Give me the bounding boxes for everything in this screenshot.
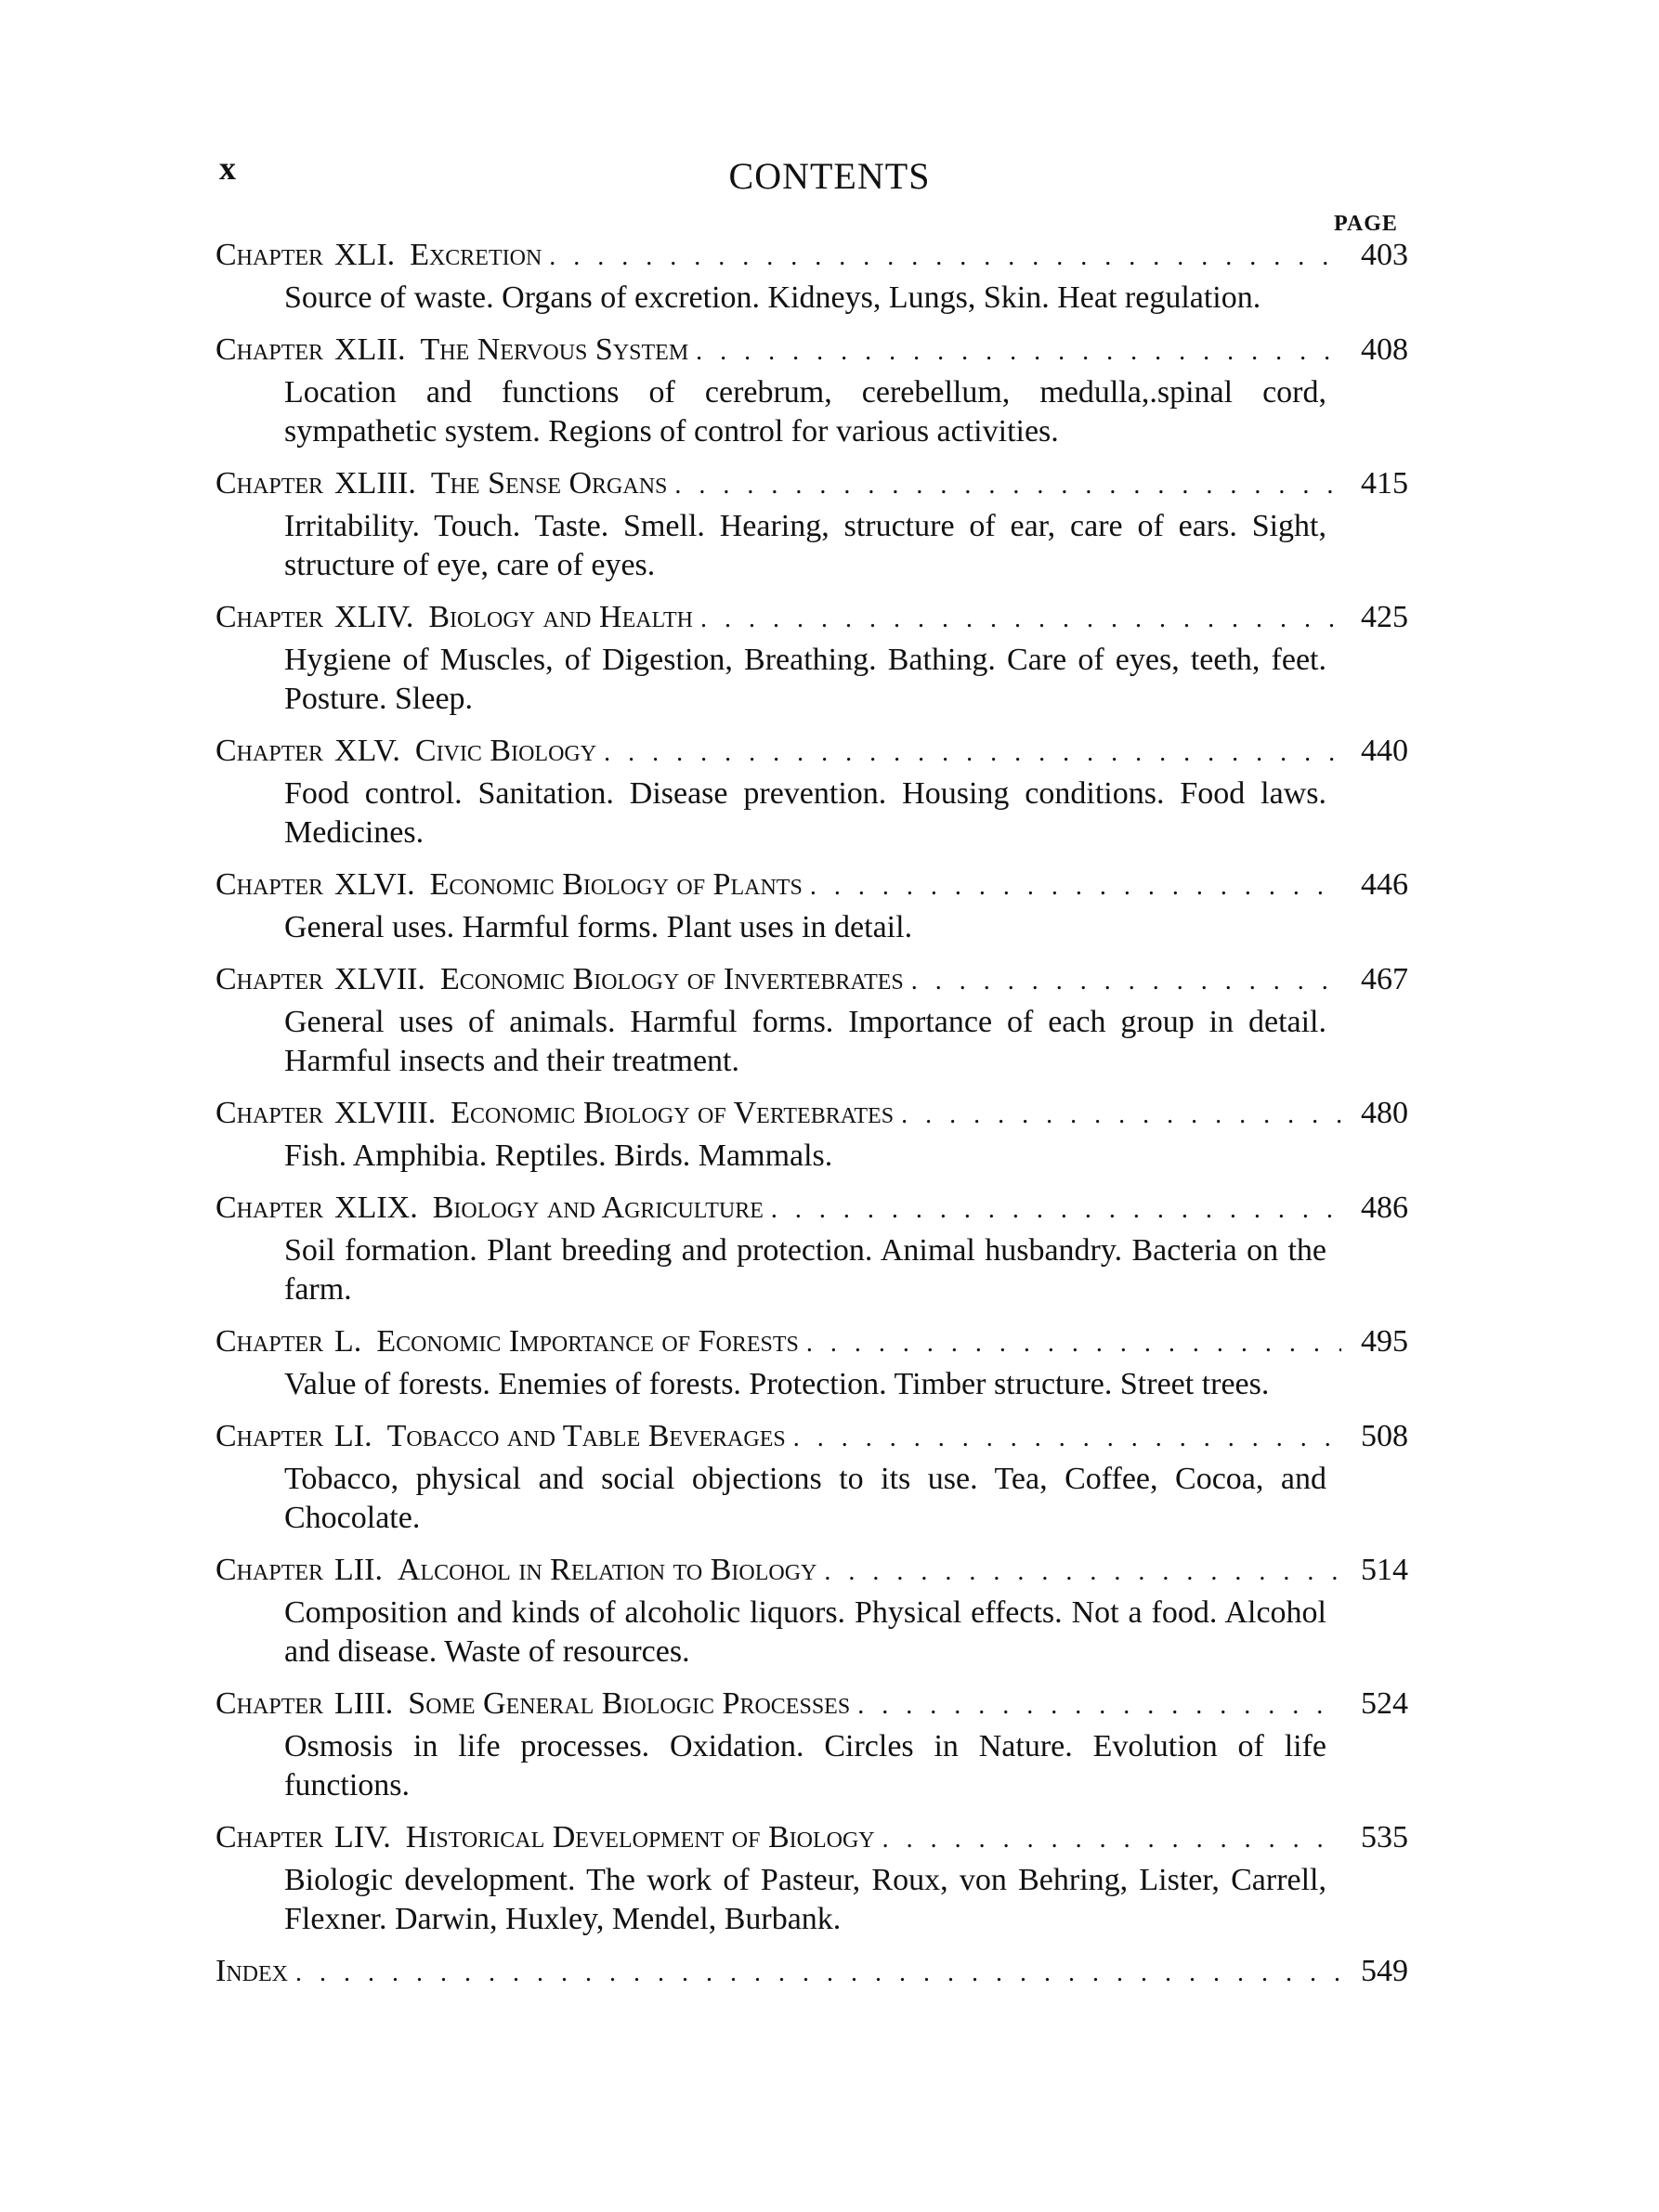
dot-leader (549, 238, 1341, 277)
chapter-title: Biology and Agriculture (432, 1191, 764, 1225)
toc-entry (216, 1094, 1408, 1176)
page-column-label: PAGE (1334, 212, 1398, 236)
chapter-summary: Irritability. Touch. Taste. Smell. Hearing, structure of ear, care of ears. Sight, structure of eye, care of eyes. (284, 509, 1326, 582)
chapter-number: XLVIII. (334, 1096, 437, 1130)
chapter-number: L. (334, 1324, 362, 1359)
chapter-page: 486 (1361, 1191, 1408, 1225)
toc-entry (216, 1322, 1408, 1404)
chapter-line (216, 598, 1408, 639)
chapter-page: 440 (1361, 734, 1408, 768)
chapter-number: XLIII. (334, 466, 416, 501)
chapter-label: Chapter (216, 962, 324, 996)
chapter-line (216, 732, 1408, 773)
chapter-summary: Composition and kinds of alcoholic liquors. Physical effects. Not a food. Alcohol and disease. Waste of resources. (284, 1595, 1326, 1669)
chapter-page: 480 (1361, 1096, 1408, 1130)
chapter-summary: Location and functions of cerebrum, cerebellum, medulla,.spinal cord, sympathetic system. Regions of control for various activities. (284, 375, 1326, 449)
chapter-line (216, 1551, 1408, 1592)
chapter-number: XLIV. (334, 600, 414, 634)
chapter-line (216, 464, 1408, 505)
dot-leader (901, 1096, 1341, 1135)
dot-leader (857, 1686, 1341, 1725)
dot-leader (700, 600, 1341, 639)
chapter-title: The Nervous System (420, 332, 689, 367)
toc-entry (216, 1818, 1408, 1939)
chapter-page: 408 (1361, 332, 1408, 367)
chapter-line (216, 865, 1408, 906)
chapter-summary: Fish. Amphibia. Reptiles. Birds. Mammals. (284, 1139, 833, 1173)
chapter-number: LIV. (334, 1820, 391, 1854)
dot-leader (806, 1324, 1341, 1363)
chapter-summary: General uses. Harmful forms. Plant uses in detail. (284, 910, 913, 944)
chapter-number: LIII. (334, 1686, 394, 1721)
dot-leader (604, 734, 1341, 773)
chapter-summary: General uses of animals. Harmful forms. Importance of each group in detail. Harmful insects and their treatment. (284, 1005, 1326, 1078)
toc-entry-index (216, 1952, 1408, 1993)
dot-leader (674, 466, 1341, 505)
chapter-line (216, 1818, 1408, 1859)
chapter-summary: Food control. Sanitation. Disease prevention. Housing conditions. Food laws. Medicines. (284, 776, 1326, 850)
chapter-label: Chapter (216, 1686, 324, 1721)
chapter-summary: Hygiene of Muscles, of Digestion, Breathing. Bathing. Care of eyes, teeth, feet. Posture. Sleep. (284, 643, 1326, 716)
chapter-label: Chapter (216, 1096, 324, 1130)
chapter-page: 508 (1361, 1419, 1408, 1453)
toc-entry (216, 1685, 1408, 1805)
chapter-page: 403 (1361, 238, 1408, 272)
chapter-summary: Source of waste. Organs of excretion. Kidneys, Lungs, Skin. Heat regulation. (284, 280, 1261, 315)
chapter-number: XLIX. (334, 1191, 418, 1225)
chapter-page: 514 (1361, 1553, 1408, 1587)
chapter-title: Economic Biology of Vertebrates (451, 1096, 895, 1130)
chapter-summary: Biologic development. The work of Pasteur, Roux, von Behring, Lister, Carrell, Flexner. Darwin, Huxley, Mendel, Burbank. (284, 1863, 1326, 1936)
chapter-number: XLV. (334, 734, 400, 768)
chapter-title: Biology and Health (428, 600, 694, 634)
chapter-label: Chapter (216, 466, 324, 501)
chapter-label: Chapter (216, 1553, 324, 1587)
chapter-number: XLII. (334, 332, 406, 367)
chapter-title: Economic Importance of Forests (376, 1324, 799, 1359)
chapter-label: Chapter (216, 867, 324, 902)
chapter-page: 467 (1361, 962, 1408, 996)
chapter-label: Chapter (216, 600, 324, 634)
chapter-number: XLVI. (334, 867, 415, 902)
toc-entry (216, 236, 1408, 318)
toc-entry (216, 598, 1408, 719)
toc-entry (216, 464, 1408, 585)
chapter-page: 415 (1361, 466, 1408, 501)
table-of-contents (216, 236, 1408, 2006)
chapter-title: Economic Biology of Plants (429, 867, 803, 902)
page-number: x (219, 150, 236, 187)
chapter-line (216, 960, 1408, 1001)
chapter-number: XLI. (334, 238, 396, 272)
chapter-page: 495 (1361, 1324, 1408, 1359)
dot-leader (810, 867, 1341, 906)
index-page: 549 (1361, 1954, 1408, 1988)
chapter-line (216, 236, 1408, 277)
toc-entry (216, 1189, 1408, 1309)
index-label: Index (216, 1954, 288, 1988)
dot-leader (911, 962, 1341, 1001)
chapter-title: Some General Biologic Processes (408, 1686, 851, 1721)
toc-entry (216, 1551, 1408, 1672)
toc-entry (216, 732, 1408, 852)
chapter-line (216, 1417, 1408, 1458)
toc-entry (216, 1417, 1408, 1538)
chapter-title: Tobacco and Table Beverages (386, 1419, 786, 1453)
chapter-line (216, 331, 1408, 371)
chapter-page: 524 (1361, 1686, 1408, 1721)
chapter-label: Chapter (216, 238, 324, 272)
chapter-label: Chapter (216, 1324, 324, 1359)
dot-leader (696, 332, 1341, 371)
dot-leader (771, 1191, 1341, 1230)
chapter-title: Alcohol in Relation to Biology (397, 1553, 817, 1587)
chapter-page: 446 (1361, 867, 1408, 902)
page-title: CONTENTS (728, 155, 931, 197)
chapter-summary: Soil formation. Plant breeding and protection. Animal husbandry. Bacteria on the farm. (284, 1233, 1326, 1307)
dot-leader (882, 1820, 1341, 1859)
chapter-label: Chapter (216, 1191, 324, 1225)
chapter-number: LI. (334, 1419, 372, 1453)
chapter-label: Chapter (216, 734, 324, 768)
chapter-summary: Tobacco, physical and social objections to its use. Tea, Coffee, Cocoa, and Chocolate. (284, 1462, 1326, 1535)
toc-entry (216, 865, 1408, 947)
chapter-label: Chapter (216, 332, 324, 367)
chapter-summary: Value of forests. Enemies of forests. Protection. Timber structure. Street trees. (284, 1367, 1270, 1401)
chapter-label: Chapter (216, 1419, 324, 1453)
chapter-page: 535 (1361, 1820, 1408, 1854)
dot-leader (295, 1954, 1341, 1993)
chapter-label: Chapter (216, 1820, 324, 1854)
chapter-title: The Sense Organs (430, 466, 668, 501)
chapter-number: LII. (334, 1553, 383, 1587)
chapter-title: Economic Biology of Invertebrates (439, 962, 904, 996)
chapter-line (216, 1322, 1408, 1363)
chapter-title: Civic Biology (414, 734, 597, 768)
chapter-line (216, 1189, 1408, 1230)
chapter-title: Historical Development of Biology (405, 1820, 875, 1854)
chapter-page: 425 (1361, 600, 1408, 634)
dot-leader (793, 1419, 1341, 1458)
chapter-title: Excretion (410, 238, 542, 272)
toc-entry (216, 960, 1408, 1081)
index-line (216, 1952, 1408, 1993)
chapter-summary: Osmosis in life processes. Oxidation. Circles in Nature. Evolution of life functions. (284, 1729, 1326, 1802)
chapter-line (216, 1094, 1408, 1135)
chapter-number: XLVII. (334, 962, 425, 996)
chapter-line (216, 1685, 1408, 1725)
toc-entry (216, 331, 1408, 451)
dot-leader (824, 1553, 1341, 1592)
